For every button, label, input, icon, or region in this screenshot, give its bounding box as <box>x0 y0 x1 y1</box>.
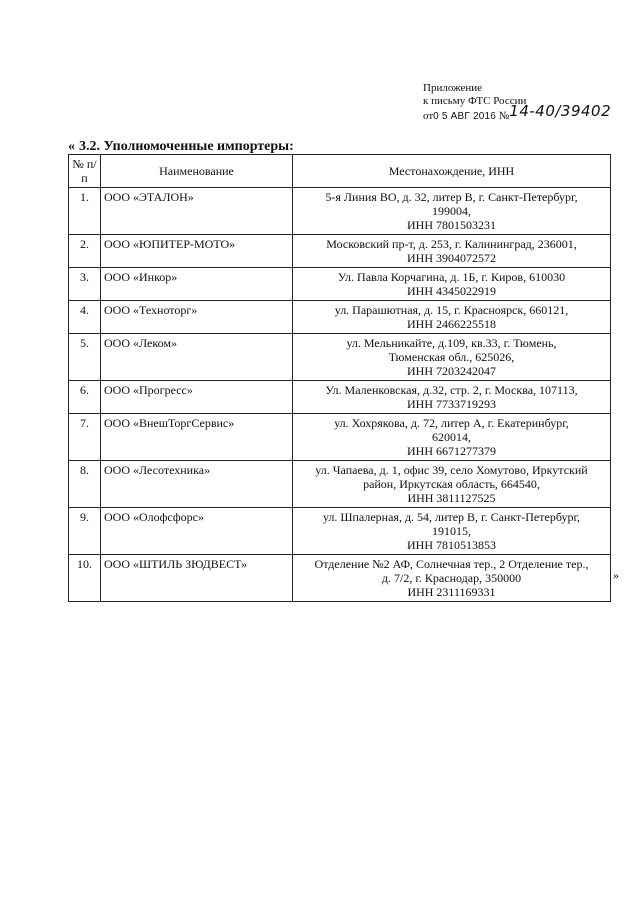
location-line-2: 191015, <box>432 524 471 538</box>
location-line-1: Ул. Маленковская, д.32, стр. 2, г. Москва, 107113, <box>325 383 578 397</box>
row-num: 1. <box>69 188 101 235</box>
section-quote-close: » <box>613 568 619 582</box>
location-line-2: Тюменская обл., 625026, <box>388 350 515 364</box>
row-location <box>293 381 611 414</box>
row-name: ООО «Прогресс» <box>101 381 293 414</box>
inn: ИНН 6671277379 <box>407 444 496 458</box>
importers-table-wrapper <box>68 154 611 602</box>
location-line-1: Отделение №2 АФ, Солнечная тер., 2 Отделение тер., <box>314 557 589 571</box>
row-num: 10. <box>69 555 101 602</box>
location-line-1: 5-я Линия ВО, д. 32, литер В, г. Санкт-Петербург, <box>325 190 578 204</box>
table-row <box>69 268 611 301</box>
row-location <box>293 414 611 461</box>
appendix-label: Приложение <box>423 82 483 94</box>
importers-table <box>68 154 611 602</box>
inn: ИНН 7801503231 <box>407 218 496 232</box>
location-line-2: 620014, <box>432 430 471 444</box>
location-line-1: ул. Хохрякова, д. 72, литер А, г. Екатеринбург, <box>334 416 569 430</box>
table-row <box>69 414 611 461</box>
inn: ИНН 3904072572 <box>407 251 496 265</box>
date-prefix: от <box>423 110 434 122</box>
row-name: ООО «ШТИЛЬ ЗЮДВЕСТ» <box>101 555 293 602</box>
table-header-row <box>69 155 611 188</box>
location-line-1: ул. Чапаева, д. 1, офис 39, село Хомутово, Иркутский <box>315 463 588 477</box>
header-num: № п/п <box>69 155 101 188</box>
location-line-2: район, Иркутская область, 664540, <box>363 477 540 491</box>
table-row <box>69 508 611 555</box>
location-line-1: Ул. Павла Корчагина, д. 1Б, г. Киров, 610030 <box>337 270 566 284</box>
table-row <box>69 381 611 414</box>
row-name: ООО «Техноторг» <box>101 301 293 334</box>
table-row <box>69 461 611 508</box>
row-location <box>293 334 611 381</box>
section-title <box>68 139 294 155</box>
appendix-header <box>423 82 611 123</box>
table-row <box>69 301 611 334</box>
row-name: ООО «ЭТАЛОН» <box>101 188 293 235</box>
inn: ИНН 7203242047 <box>407 364 496 378</box>
row-location <box>293 235 611 268</box>
location-line-2: 199004, <box>432 204 471 218</box>
row-location <box>293 555 611 602</box>
location-line-1: ул. Шпалерная, д. 54, литер В, г. Санкт-Петербург, <box>322 510 581 524</box>
location-line-2: д. 7/2, г. Краснодар, 350000 <box>381 571 522 585</box>
appendix-date-number-line <box>423 102 612 123</box>
row-location <box>293 188 611 235</box>
location-line-1: Московский пр-т, д. 253, г. Калининград, 236001, <box>326 237 577 251</box>
row-name: ООО «ЮПИТЕР-МОТО» <box>101 235 293 268</box>
row-name: ООО «ВнешТоргСервис» <box>101 414 293 461</box>
header-name: Наименование <box>101 155 293 188</box>
table-row <box>69 555 611 602</box>
inn: ИНН 7733719293 <box>407 397 496 411</box>
appendix-letter-ref: к письму ФТС России <box>423 95 527 107</box>
location-line-1: ул. Парашютная, д. 15, г. Красноярск, 660121, <box>334 303 569 317</box>
row-num: 3. <box>69 268 101 301</box>
location-line-1: ул. Мельникайте, д.109, кв.33, г. Тюмень, <box>346 336 557 350</box>
number-prefix: № <box>498 110 510 122</box>
row-num: 2. <box>69 235 101 268</box>
row-num: 8. <box>69 461 101 508</box>
row-num: 9. <box>69 508 101 555</box>
row-num: 6. <box>69 381 101 414</box>
table-row <box>69 188 611 235</box>
inn: ИНН 7810513853 <box>407 538 496 552</box>
inn: ИНН 2466225518 <box>407 317 496 331</box>
row-num: 4. <box>69 301 101 334</box>
date-stamp: 0 5 АВГ 2016 <box>433 111 497 122</box>
row-location <box>293 301 611 334</box>
row-num: 5. <box>69 334 101 381</box>
inn: ИНН 4345022919 <box>407 284 496 298</box>
table-row <box>69 334 611 381</box>
handwritten-letter-number: 14-40/39402 <box>509 102 612 120</box>
row-name: ООО «Леком» <box>101 334 293 381</box>
section-title-text: 3.2. Уполномоченные импортеры: <box>79 139 294 154</box>
header-location: Местонахождение, ИНН <box>293 155 611 188</box>
row-location <box>293 461 611 508</box>
row-num: 7. <box>69 414 101 461</box>
inn: ИНН 2311169331 <box>407 585 496 599</box>
section-quote-open: « <box>68 139 75 154</box>
table-row <box>69 235 611 268</box>
row-location <box>293 268 611 301</box>
row-location <box>293 508 611 555</box>
row-name: ООО «Олофсфорс» <box>101 508 293 555</box>
row-name: ООО «Инкор» <box>101 268 293 301</box>
row-name: ООО «Лесотехника» <box>101 461 293 508</box>
inn: ИНН 3811127525 <box>407 491 496 505</box>
